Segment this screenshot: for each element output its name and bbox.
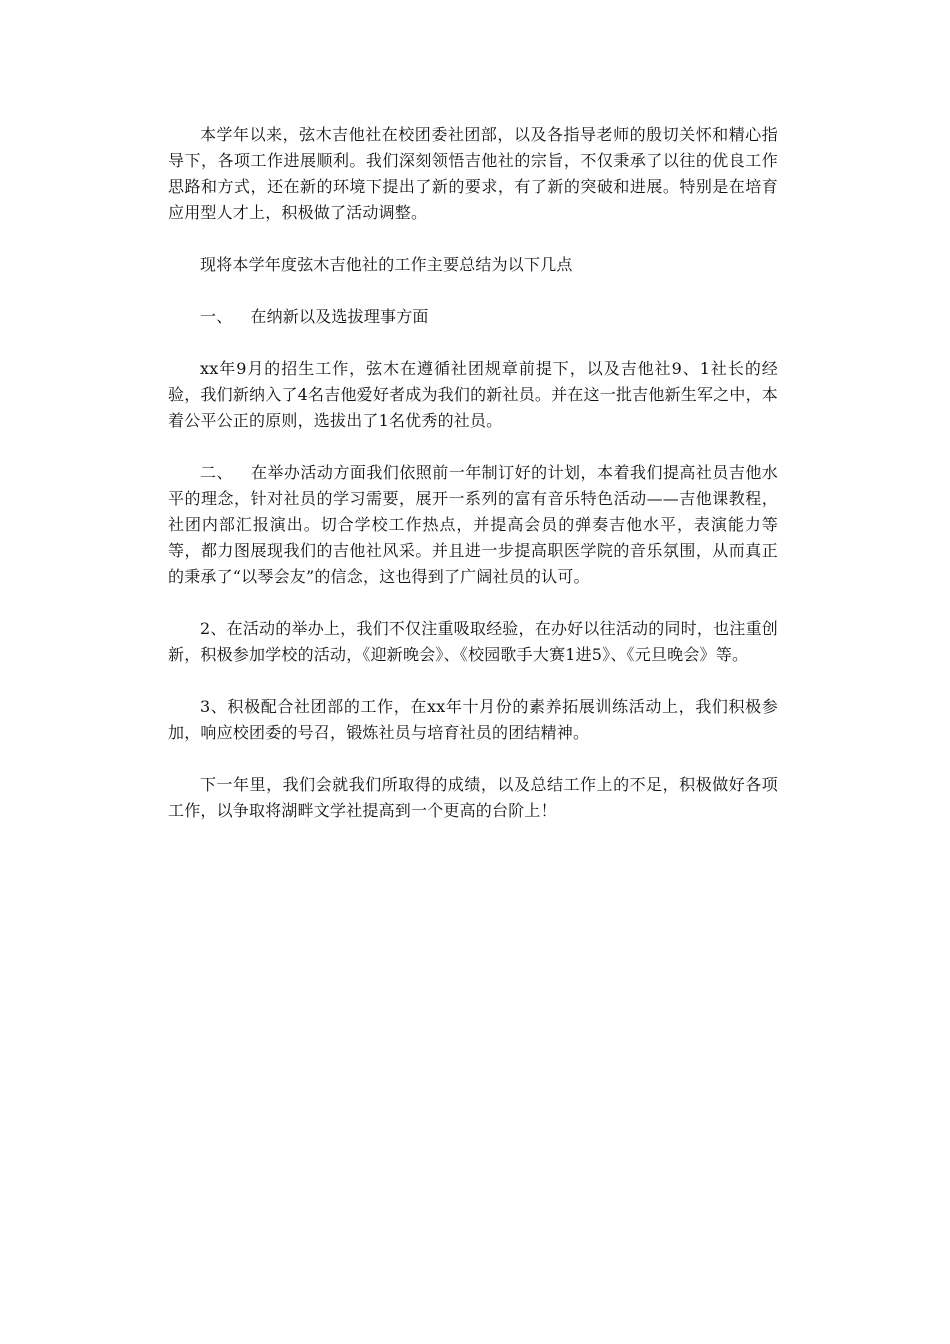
section-2-paragraph [168,460,778,590]
document-page [168,122,778,850]
section-1-title: 在纳新以及选拔理事方面 [250,307,429,326]
section-1-number: 一、 [200,307,233,326]
item-3-paragraph: 3、积极配合社团部的工作，在xx年十月份的素养拓展训练活动上，我们积极参加，响应校团委的号召，锻炼社员与培育社员的团结精神。 [168,697,778,742]
summary-lead-paragraph: 现将本学年度弦木吉他社的工作主要总结为以下几点 [200,255,573,274]
item-2-paragraph: 2、在活动的举办上，我们不仅注重吸取经验，在办好以往活动的同时，也注重创新，积极参加学校的活动，《迎新晚会》、《校园歌手大赛1进5》、《元旦晚会》等。 [168,619,778,664]
section-2-number: 二、 [200,463,233,482]
intro-paragraph: 本学年以来，弦木吉他社在校团委社团部，以及各指导老师的殷切关怀和精心指导下，各项工作进展顺利。我们深刻领悟吉他社的宗旨，不仅秉承了以往的优良工作思路和方式，还在新的环境下提出了新的要求，有了新的突破和进展。特别是在培育应用型人才上，积极做了活动调整。 [168,125,778,222]
section-1-body: xx年9月的招生工作，弦木在遵循社团规章前提下，以及吉他社9、1社长的经验，我们新纳入了4名吉他爱好者成为我们的新社员。并在这一批吉他新生军之中，本着公平公正的原则，选拔出了1名优秀的社员。 [168,359,778,430]
closing-paragraph: 下一年里，我们会就我们所取得的成绩，以及总结工作上的不足，积极做好各项工作，以争取将湖畔文学社提高到一个更高的台阶上！ [168,775,778,820]
section-2-body: 在举办活动方面我们依照前一年制订好的计划，本着我们提高社员吉他水平的理念，针对社员的学习需要，展开一系列的富有音乐特色活动——吉他课教程，社团内部汇报演出。切合学校工作热点，并提高会员的弹奏吉他水平，表演能力等等，都力图展现我们的吉他社风采。并且进一步提高职医学院的音乐氛围，从而真正的秉承了“以琴会友”的信念，这也得到了广阔社员的认可。 [168,463,779,586]
section-1-heading [168,304,778,330]
